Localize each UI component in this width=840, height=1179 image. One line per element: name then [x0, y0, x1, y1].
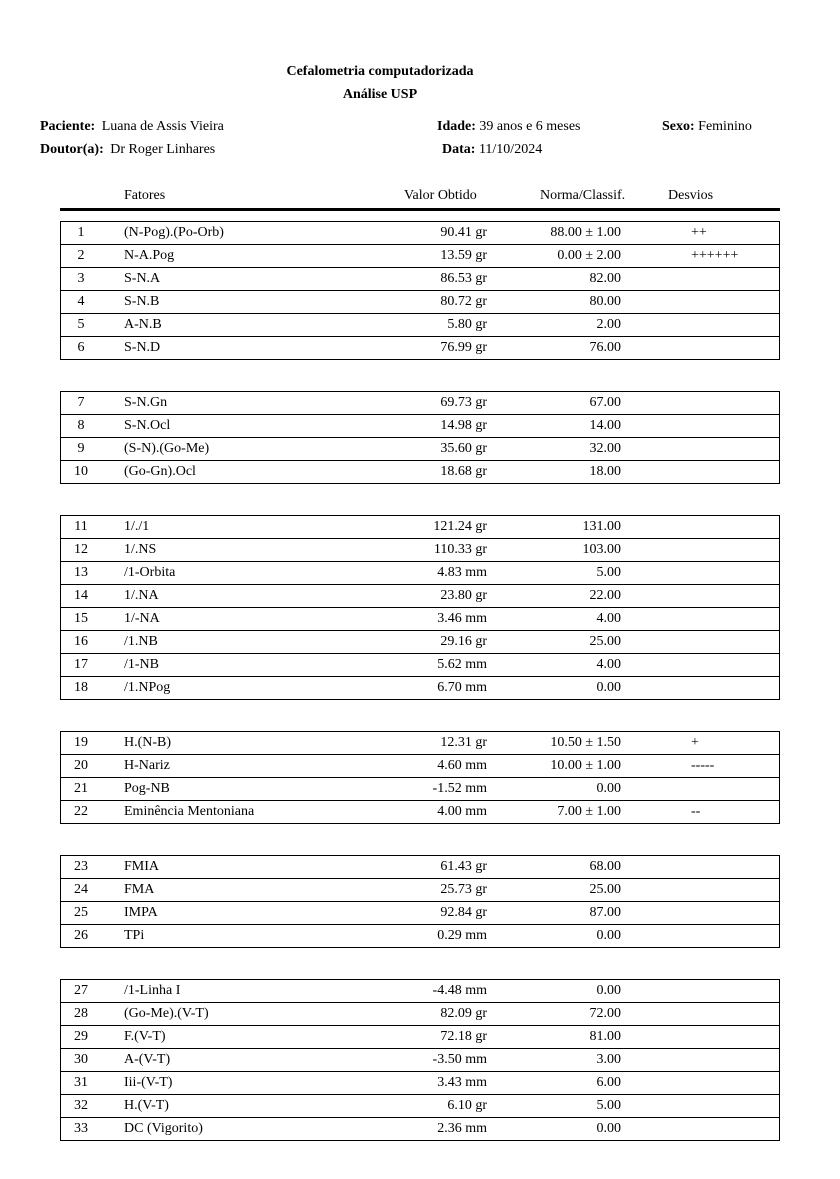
row-norm: 5.00	[596, 1098, 621, 1113]
table-group	[60, 221, 780, 360]
row-norm: 14.00	[589, 418, 621, 433]
age-label: Idade:	[437, 119, 476, 134]
row-number: 25	[74, 905, 88, 920]
row-factor: H.(V-T)	[124, 1098, 169, 1113]
table-group	[60, 515, 780, 700]
table-row	[61, 801, 779, 824]
row-value: 82.09 gr	[440, 1006, 487, 1021]
row-value: 5.62 mm	[437, 657, 487, 672]
doctor-name: Dr Roger Linhares	[110, 142, 216, 157]
doctor-info	[40, 142, 215, 158]
table-group	[60, 391, 780, 484]
table-row	[61, 879, 779, 902]
row-factor: F.(V-T)	[124, 1029, 166, 1044]
patient-name: Luana de Assis Vieira	[101, 119, 224, 134]
table-row	[61, 222, 779, 245]
date-info	[442, 142, 542, 158]
row-norm: 0.00	[596, 928, 621, 943]
row-number: 4	[77, 294, 85, 309]
row-value: 92.84 gr	[440, 905, 487, 920]
row-number: 1	[77, 225, 85, 240]
row-value: 121.24 gr	[433, 519, 487, 534]
row-number: 29	[74, 1029, 88, 1044]
row-number: 16	[74, 634, 88, 649]
row-value: 6.70 mm	[437, 680, 487, 695]
row-norm: 3.00	[596, 1052, 621, 1067]
row-factor: FMA	[124, 882, 155, 897]
row-factor: 1/./1	[124, 519, 150, 534]
table-row	[61, 245, 779, 268]
patient-info	[40, 119, 224, 135]
doctor-label: Doutor(a):	[40, 142, 104, 157]
row-value: 90.41 gr	[440, 225, 487, 240]
row-factor: Iii-(V-T)	[124, 1075, 173, 1090]
report-title: Cefalometria computadorizada	[286, 64, 474, 79]
row-value: 4.83 mm	[437, 565, 487, 580]
table-group	[60, 979, 780, 1141]
table-row	[61, 902, 779, 925]
row-factor: S-N.D	[124, 340, 161, 355]
row-norm: 0.00	[596, 1121, 621, 1136]
row-norm: 82.00	[589, 271, 621, 286]
row-norm: 67.00	[589, 395, 621, 410]
table-row	[61, 415, 779, 438]
table-row	[61, 1095, 779, 1118]
patient-label: Paciente:	[40, 119, 96, 134]
row-number: 15	[74, 611, 88, 626]
row-deviation: ++	[691, 225, 707, 240]
row-norm: 2.00	[596, 317, 621, 332]
table-row	[61, 1118, 779, 1141]
col-header-desvios: Desvios	[668, 188, 714, 203]
table-row	[61, 856, 779, 879]
row-factor: Pog-NB	[124, 781, 170, 796]
table-row	[61, 1026, 779, 1049]
row-factor: (N-Pog).(Po-Orb)	[124, 225, 224, 240]
row-norm: 68.00	[589, 859, 621, 874]
row-value: 13.59 gr	[440, 248, 487, 263]
row-factor: (S-N).(Go-Me)	[124, 441, 210, 456]
row-number: 8	[77, 418, 85, 433]
row-value: 23.80 gr	[440, 588, 487, 603]
row-factor: TPi	[124, 928, 145, 943]
row-value: 29.16 gr	[440, 634, 487, 649]
row-deviation: +	[691, 735, 699, 750]
row-norm: 81.00	[589, 1029, 621, 1044]
row-number: 21	[74, 781, 88, 796]
row-factor: /1-NB	[124, 657, 159, 672]
table-row	[61, 732, 779, 755]
row-value: 76.99 gr	[440, 340, 487, 355]
table-row	[61, 1049, 779, 1072]
row-number: 11	[74, 519, 88, 534]
table-row	[61, 980, 779, 1003]
row-factor: Eminência Mentoniana	[124, 804, 255, 819]
row-norm: 6.00	[596, 1075, 621, 1090]
date-label: Data:	[442, 142, 476, 157]
row-norm: 88.00 ± 1.00	[550, 225, 621, 240]
row-number: 12	[74, 542, 88, 557]
row-factor: IMPA	[124, 905, 158, 920]
row-number: 2	[77, 248, 85, 263]
row-factor: S-N.B	[124, 294, 160, 309]
row-number: 31	[74, 1075, 88, 1090]
row-number: 18	[74, 680, 88, 695]
row-number: 10	[74, 464, 88, 479]
table-row	[61, 585, 779, 608]
table-row	[61, 925, 779, 948]
row-value: 86.53 gr	[440, 271, 487, 286]
sex-label: Sexo:	[662, 119, 695, 134]
table-row	[61, 1072, 779, 1095]
col-header-valor: Valor Obtido	[404, 188, 477, 203]
row-factor: A-N.B	[124, 317, 162, 332]
row-number: 33	[74, 1121, 88, 1136]
row-value: -3.50 mm	[432, 1052, 487, 1067]
row-norm: 80.00	[589, 294, 621, 309]
age-value: 39 anos e 6 meses	[479, 119, 581, 134]
row-factor: S-N.Gn	[124, 395, 168, 410]
row-norm: 7.00 ± 1.00	[557, 804, 621, 819]
header-rule	[60, 208, 780, 211]
sex-value: Feminino	[698, 119, 752, 134]
row-norm: 22.00	[589, 588, 621, 603]
row-norm: 4.00	[596, 657, 621, 672]
row-number: 22	[74, 804, 88, 819]
row-norm: 25.00	[589, 882, 621, 897]
row-factor: /1-Orbita	[124, 565, 176, 580]
table-group	[60, 731, 780, 824]
row-norm: 76.00	[589, 340, 621, 355]
table-row	[61, 337, 779, 360]
row-factor: 1/.NA	[124, 588, 159, 603]
row-norm: 72.00	[589, 1006, 621, 1021]
row-deviation: -----	[691, 758, 715, 773]
row-number: 13	[74, 565, 88, 580]
row-norm: 4.00	[596, 611, 621, 626]
row-value: 25.73 gr	[440, 882, 487, 897]
row-factor: 1/-NA	[124, 611, 160, 626]
row-value: -4.48 mm	[432, 983, 487, 998]
row-number: 20	[74, 758, 88, 773]
row-factor: 1/.NS	[124, 542, 157, 557]
row-deviation: ++++++	[691, 248, 739, 263]
row-number: 26	[74, 928, 88, 943]
row-norm: 103.00	[582, 542, 621, 557]
row-value: 69.73 gr	[440, 395, 487, 410]
table-group	[60, 855, 780, 948]
row-value: 4.00 mm	[437, 804, 487, 819]
row-norm: 87.00	[589, 905, 621, 920]
row-number: 24	[74, 882, 88, 897]
table-row	[61, 539, 779, 562]
row-norm: 0.00	[596, 781, 621, 796]
table-row	[61, 314, 779, 337]
row-factor: /1.NPog	[124, 680, 171, 695]
row-number: 7	[77, 395, 85, 410]
table-row	[61, 392, 779, 415]
row-number: 23	[74, 859, 88, 874]
row-deviation: --	[691, 804, 701, 819]
row-value: 3.43 mm	[437, 1075, 487, 1090]
row-factor: (Go-Gn).Ocl	[124, 464, 196, 479]
row-value: 18.68 gr	[440, 464, 487, 479]
row-value: 110.33 gr	[433, 542, 487, 557]
row-norm: 25.00	[589, 634, 621, 649]
row-value: 4.60 mm	[437, 758, 487, 773]
table-row	[61, 461, 779, 484]
sex-info	[662, 119, 752, 135]
row-value: 35.60 gr	[440, 441, 487, 456]
row-norm: 0.00	[596, 680, 621, 695]
age-info	[437, 119, 581, 135]
row-number: 28	[74, 1006, 88, 1021]
row-value: 12.31 gr	[440, 735, 487, 750]
report-subtitle: Análise USP	[342, 87, 418, 102]
row-norm: 10.00 ± 1.00	[550, 758, 621, 773]
table-row	[61, 1003, 779, 1026]
row-factor: /1-Linha I	[124, 983, 181, 998]
table-row	[61, 654, 779, 677]
row-number: 19	[74, 735, 88, 750]
row-factor: DC (Vigorito)	[124, 1121, 203, 1136]
table-row	[61, 562, 779, 585]
table-row	[61, 291, 779, 314]
row-factor: /1.NB	[124, 634, 158, 649]
row-factor: H-Nariz	[124, 758, 170, 773]
row-factor: FMIA	[124, 859, 160, 874]
row-value: 80.72 gr	[440, 294, 487, 309]
row-value: -1.52 mm	[432, 781, 487, 796]
row-factor: S-N.Ocl	[124, 418, 171, 433]
row-norm: 5.00	[596, 565, 621, 580]
date-value: 11/10/2024	[478, 142, 543, 157]
table-row	[61, 778, 779, 801]
row-factor: (Go-Me).(V-T)	[124, 1006, 209, 1021]
row-norm: 10.50 ± 1.50	[550, 735, 621, 750]
row-number: 17	[74, 657, 88, 672]
row-value: 3.46 mm	[437, 611, 487, 626]
row-norm: 0.00 ± 2.00	[557, 248, 621, 263]
row-norm: 131.00	[582, 519, 621, 534]
row-number: 3	[77, 271, 85, 286]
row-number: 9	[77, 441, 85, 456]
row-norm: 0.00	[596, 983, 621, 998]
row-factor: A-(V-T)	[124, 1052, 171, 1067]
row-number: 30	[74, 1052, 88, 1067]
table-row	[61, 268, 779, 291]
row-factor: S-N.A	[124, 271, 161, 286]
table-row	[61, 631, 779, 654]
row-factor: N-A.Pog	[124, 248, 175, 263]
table-row	[61, 677, 779, 700]
col-header-fatores: Fatores	[124, 188, 166, 203]
table-row	[61, 608, 779, 631]
row-number: 32	[74, 1098, 88, 1113]
row-value: 61.43 gr	[440, 859, 487, 874]
row-number: 5	[77, 317, 85, 332]
row-value: 14.98 gr	[440, 418, 487, 433]
table-row	[61, 755, 779, 778]
row-norm: 32.00	[589, 441, 621, 456]
row-number: 14	[74, 588, 88, 603]
row-value: 0.29 mm	[437, 928, 487, 943]
row-norm: 18.00	[589, 464, 621, 479]
row-factor: H.(N-B)	[124, 735, 172, 750]
row-value: 6.10 gr	[447, 1098, 487, 1113]
row-value: 5.80 gr	[447, 317, 487, 332]
row-number: 27	[74, 983, 88, 998]
table-row	[61, 516, 779, 539]
row-number: 6	[77, 340, 85, 355]
table-row	[61, 438, 779, 461]
col-header-norma: Norma/Classif.	[540, 188, 626, 203]
row-value: 2.36 mm	[437, 1121, 487, 1136]
row-value: 72.18 gr	[440, 1029, 487, 1044]
